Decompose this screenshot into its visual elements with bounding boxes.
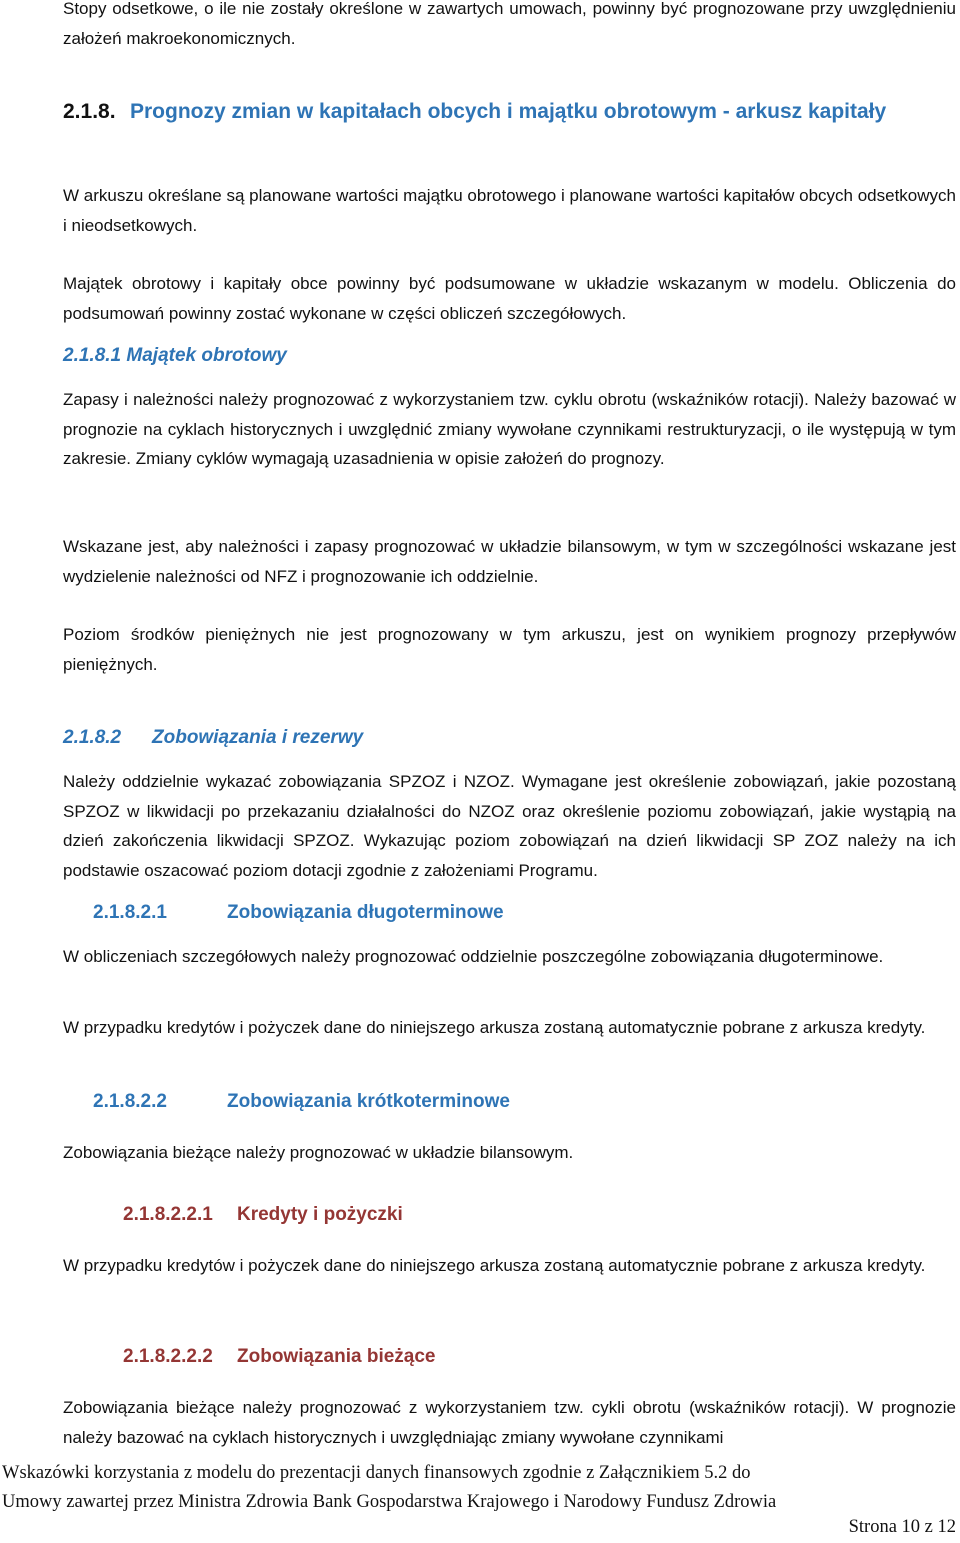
- heading-2-1-8-2-2-2: [123, 1342, 956, 1372]
- paragraph-cash-level: Poziom środków pieniężnych nie jest prognozowany w tym arkuszu, jest on wynikiem prognozy przepływów pieniężnych.: [63, 625, 956, 674]
- heading-title: Zobowiązania krótkoterminowe: [227, 1091, 510, 1112]
- paragraph-loans-auto-short: W przypadku kredytów i pożyczek dane do niniejszego arkusza zostaną automatycznie pobrane z arkusza kredyty.: [63, 1256, 926, 1275]
- heading-number: 2.1.8.2.2.2: [123, 1346, 213, 1367]
- heading-2-1-8-2-1: [93, 898, 956, 928]
- page-footer: [0, 1459, 960, 1517]
- heading-number: 2.1.8.2: [63, 727, 122, 748]
- page-number: Strona 10 z 12: [848, 1517, 956, 1537]
- paragraph-interest-rates: Stopy odsetkowe, o ile nie zostały określone w zawartych umowach, powinny być prognozowane przy uwzględnieniu założeń makroekonomicznych.: [63, 0, 956, 48]
- heading-title: Zobowiązania długoterminowe: [227, 902, 504, 923]
- heading-title: Prognozy zmian w kapitałach obcych i majątku obrotowym - arkusz kapitały: [130, 100, 887, 123]
- heading-2-1-8-1: [63, 341, 956, 371]
- heading-number: 2.1.8.: [63, 100, 116, 123]
- footer-line-2: Umowy zawartej przez Ministra Zdrowia Bank Gospodarstwa Krajowego i Narodowy Fundusz Zdrowia: [2, 1492, 777, 1512]
- heading-number: 2.1.8.2.1: [93, 902, 167, 923]
- paragraph-summary-layout: Majątek obrotowy i kapitały obce powinny być podsumowane w układzie wskazanym w modelu. Obliczenia do podsumowań powinny zostać wykonane w części obliczeń szczegółowych.: [63, 274, 956, 323]
- heading-number: 2.1.8.2.2.1: [123, 1204, 213, 1225]
- paragraph-current-liabilities-cycles: Zobowiązania bieżące należy prognozować z wykorzystaniem tzw. cykli obrotu (wskaźników rotacji). W prognozie należy bazować na cyklach historycznych i uwzględniając zmiany wywołane czynnikami: [63, 1398, 956, 1447]
- heading-title: Kredyty i pożyczki: [237, 1204, 403, 1225]
- footer-line-1: Wskazówki korzystania z modelu do prezentacji danych finansowych zgodnie z Załącznikiem 5.2 do: [2, 1463, 751, 1483]
- heading-2-1-8-2-2-1: [123, 1200, 956, 1230]
- paragraph-balance-layout: Wskazane jest, aby należności i zapasy prognozować w układzie bilansowym, w tym w szczególności wskazane jest wydzielenie należności od NFZ i prognozowanie ich oddzielnie.: [63, 537, 956, 586]
- paragraph-current-liabilities-balance: Zobowiązania bieżące należy prognozować w układzie bilansowym.: [63, 1143, 574, 1162]
- paragraph-liabilities: Należy oddzielnie wykazać zobowiązania SPZOZ i NZOZ. Wymagane jest określenie zobowiązań, jakie pozostaną SPZOZ w likwidacji po przekazaniu działalności do NZOZ oraz określenie poziomu zobowiązań, jakie wystąpią na dzień zakończenia likwidacji SPZOZ. Wykazując poziom zobowiązań na dzień likwidacji SP ZOZ należy na ich podstawie oszacować poziom dotacji zgodnie z założeniami Programu.: [63, 772, 956, 880]
- heading-title: Zobowiązania i rezerwy: [152, 727, 364, 748]
- heading-2-1-8-2-2: [93, 1087, 956, 1117]
- heading-title: Zobowiązania bieżące: [237, 1346, 436, 1367]
- paragraph-long-term-calc: W obliczeniach szczegółowych należy prognozować oddzielnie poszczególne zobowiązania długoterminowe.: [63, 947, 884, 966]
- paragraph-sheet-description: W arkuszu określane są planowane wartości majątku obrotowego i planowane wartości kapitałów obcych odsetkowych i nieodsetkowych.: [63, 186, 956, 235]
- heading-number: 2.1.8.1: [63, 345, 122, 366]
- paragraph-inventories-receivables: Zapasy i należności należy prognozować z wykorzystaniem tzw. cyklu obrotu (wskaźników rotacji). Należy bazować w prognozie na cyklach historycznych i uwzględnić zmiany wywołane czynnikami restrukturyzacji, o ile występują w tym zakresie. Zmiany cyklów wymagają uzasadnienia w opisie założeń do prognozy.: [63, 390, 956, 468]
- heading-title: Majątek obrotowy: [126, 345, 287, 366]
- heading-number: 2.1.8.2.2: [93, 1091, 167, 1112]
- heading-2-1-8-2: [63, 723, 956, 753]
- paragraph-loans-auto-long: W przypadku kredytów i pożyczek dane do niniejszego arkusza zostaną automatycznie pobrane z arkusza kredyty.: [63, 1018, 926, 1037]
- heading-2-1-8: [63, 97, 956, 127]
